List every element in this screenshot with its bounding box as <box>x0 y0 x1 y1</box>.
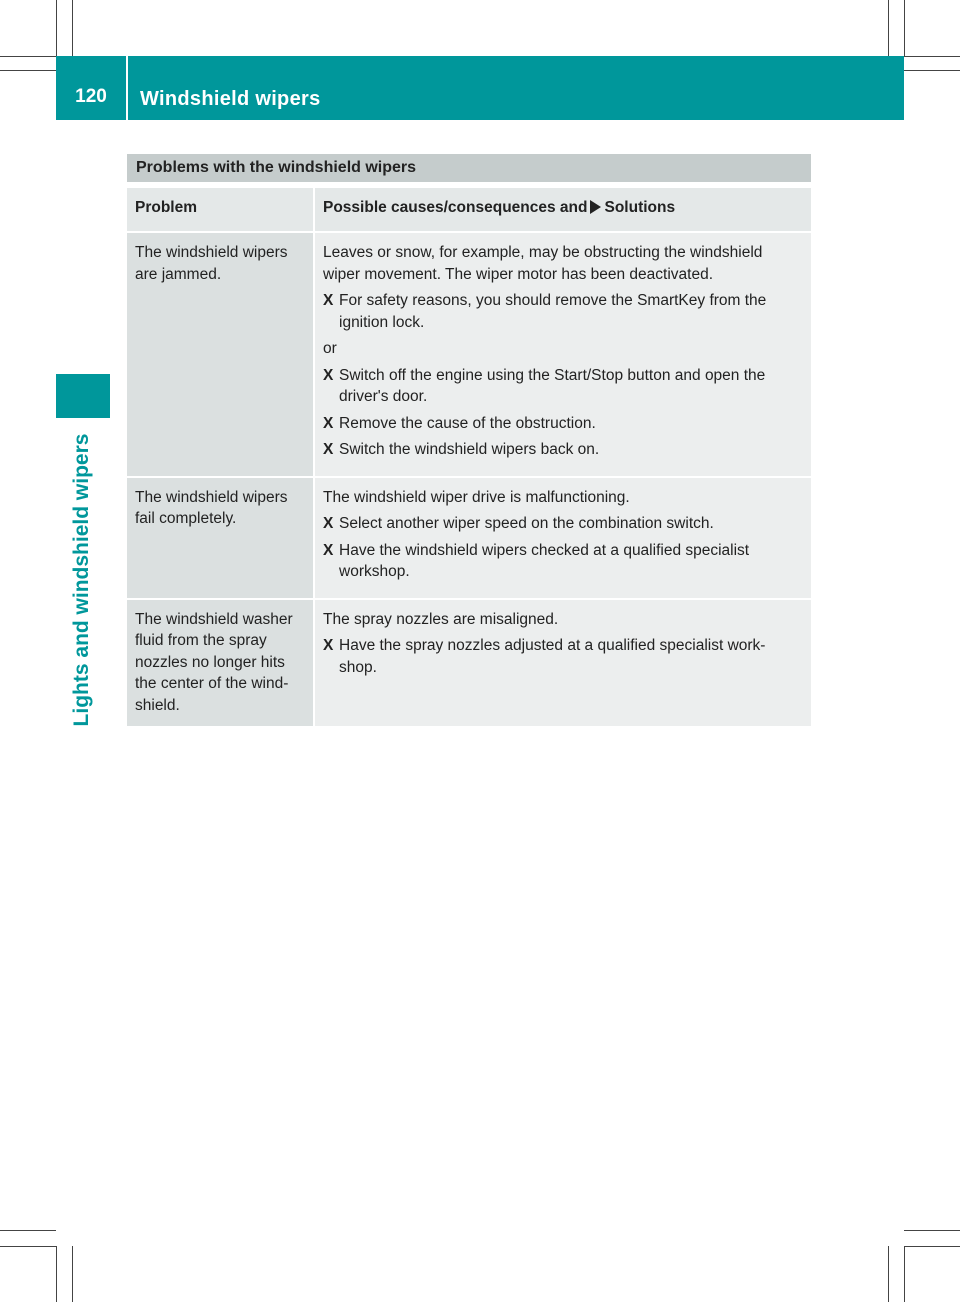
action-step-text: Select another wiper speed on the combination switch. <box>339 515 714 532</box>
table-row <box>127 599 811 728</box>
action-arrow-icon: X <box>323 441 334 458</box>
header-solutions <box>314 188 811 232</box>
crop-mark <box>0 1230 56 1231</box>
action-arrow-icon: X <box>323 515 334 532</box>
table-row <box>127 477 811 599</box>
crop-mark <box>56 1246 57 1302</box>
solution-cell <box>314 232 811 477</box>
action-step-text: Switch the windshield wipers back on. <box>339 441 600 458</box>
action-arrow-icon: X <box>323 637 334 654</box>
action-arrow-icon: X <box>323 541 334 559</box>
cause-text: The spray nozzles are misaligned. <box>323 610 559 628</box>
crop-mark <box>904 1230 960 1231</box>
arrow-right-icon <box>590 200 601 214</box>
side-chapter-label: Lights and windshield wipers <box>70 433 93 727</box>
crop-mark <box>0 70 56 71</box>
side-tab-marker <box>56 374 110 418</box>
problem-cell: The windshield washer fluid from the spray nozzles no longer hits the center of the wind-shield. <box>127 599 314 728</box>
crop-mark <box>904 0 905 56</box>
action-step <box>323 413 803 435</box>
action-step <box>323 365 803 408</box>
page-number: 120 <box>75 86 107 107</box>
header-solutions-suffix: Solutions <box>604 199 676 216</box>
or-connector: or <box>323 340 337 357</box>
table-header-row <box>127 188 811 232</box>
action-arrow-icon: X <box>323 414 334 432</box>
action-step <box>323 290 803 333</box>
table-row <box>127 232 811 477</box>
crop-mark <box>56 0 57 56</box>
crop-mark <box>904 70 960 71</box>
header-solutions-prefix: Possible causes/consequences and <box>323 199 588 216</box>
header-divider <box>126 56 128 120</box>
crop-mark <box>72 1246 73 1302</box>
action-step-text: For safety reasons, you should remove the SmartKey from the ignition lock. <box>339 292 767 331</box>
action-step-text: Remove the cause of the obstruction. <box>339 414 596 432</box>
action-step <box>323 439 803 461</box>
problem-cell: The windshield wipers fail completely. <box>127 477 314 599</box>
cause-text: The windshield wiper drive is malfunctioning. <box>323 488 630 506</box>
action-step-text: Have the windshield wipers checked at a qualified specialist workshop. <box>339 541 750 580</box>
action-step-text: Switch off the engine using the Start/Stop button and open the driver's door. <box>339 366 766 405</box>
crop-mark <box>904 1246 905 1302</box>
section-title: Windshield wipers <box>140 88 321 110</box>
crop-mark <box>0 56 56 57</box>
solution-cell <box>314 477 811 599</box>
table-caption: Problems with the windshield wipers <box>127 154 811 182</box>
action-arrow-icon: X <box>323 366 334 384</box>
problem-cell: The windshield wipers are jammed. <box>127 232 314 477</box>
header-problem: Problem <box>127 188 314 232</box>
action-step <box>323 540 803 583</box>
problems-table <box>127 154 811 728</box>
crop-mark <box>888 1246 889 1302</box>
crop-mark <box>0 1246 56 1247</box>
cause-text: Leaves or snow, for example, may be obstructing the windshield wiper movement. The wiper motor has been deactivated. <box>323 244 763 283</box>
crop-mark <box>904 56 960 57</box>
crop-mark <box>72 0 73 56</box>
action-arrow-icon: X <box>323 292 334 309</box>
action-step <box>323 635 803 678</box>
problems-grid <box>127 188 811 728</box>
action-step-text: Have the spray nozzles adjusted at a qualified specialist work-shop. <box>339 637 766 676</box>
action-step <box>323 513 803 535</box>
solution-cell <box>314 599 811 728</box>
crop-mark <box>904 1246 960 1247</box>
crop-mark <box>888 0 889 56</box>
